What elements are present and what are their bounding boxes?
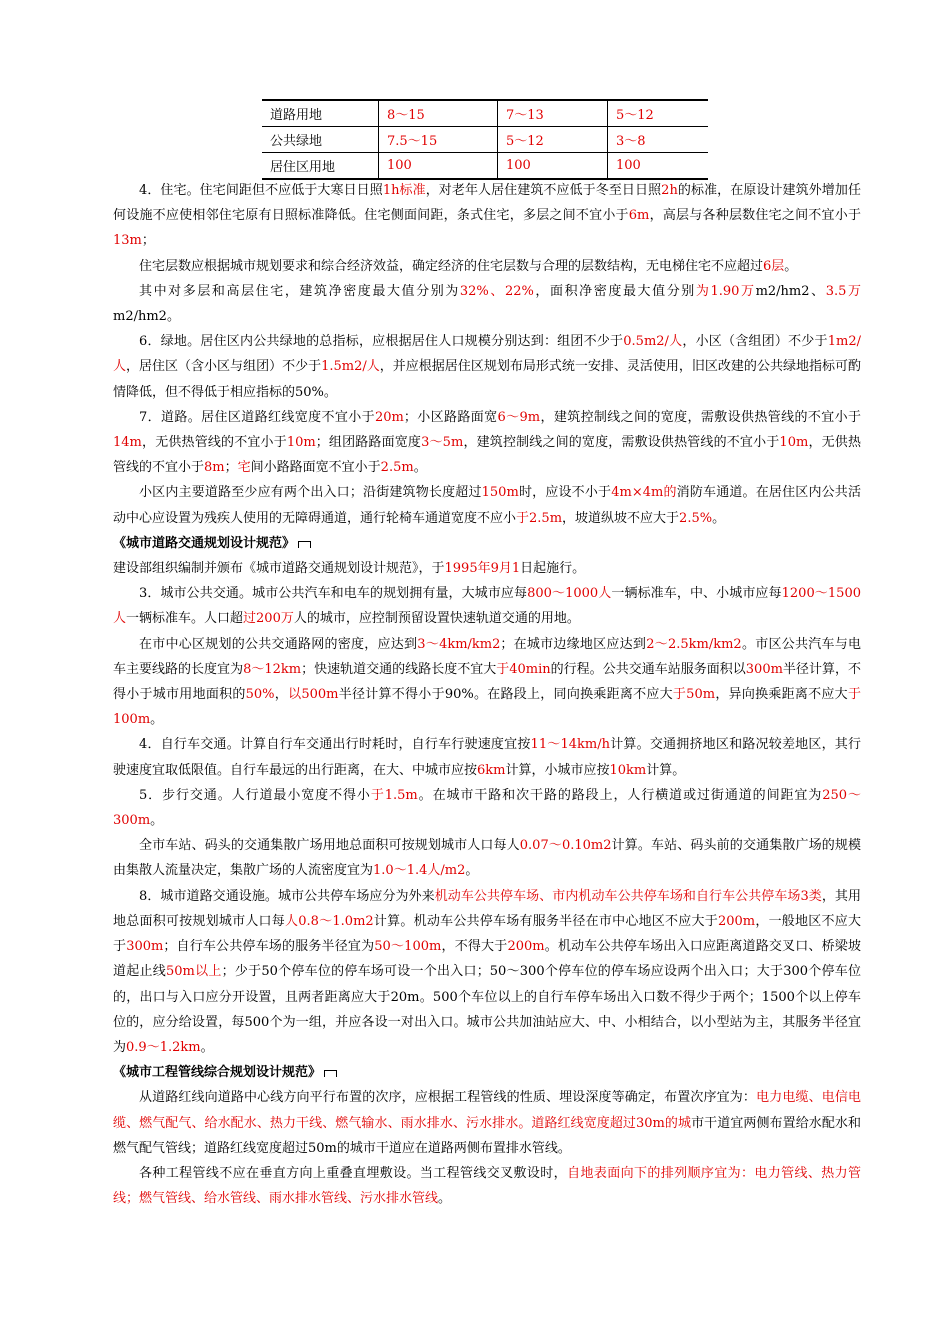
body-text: 计算。 [646, 762, 686, 778]
body-text: ；自行车公共停车场的服务半径宜为 [163, 939, 375, 955]
table-cell: 7～13 [498, 100, 608, 127]
body-text: 。 [712, 510, 726, 526]
body-text: ，建筑控制线之间的宽度，需敷设供热管线的不宜小于 [463, 435, 780, 451]
highlighted-text: 10km [609, 762, 647, 778]
body-text: m2/hm2。 [113, 309, 180, 325]
body-text: 从道路红线向道路中心线方向平行布置的次序，应根据工程管线的性质、埋设深度等确定，布置次序宜为： [139, 1090, 757, 1106]
highlighted-text: 1200～1500人 [113, 586, 861, 627]
highlighted-text: 2～2.5km/km2 [646, 636, 742, 652]
body-text: 的行程。公共交通车站服务面积以 [550, 661, 746, 677]
body-text: 。在城市干路和次干路的路段上，人行横道或过街通道的间距宜为 [417, 787, 823, 803]
highlighted-text: 50m以上 [165, 964, 222, 980]
highlighted-text: 4m×4m的 [611, 485, 677, 501]
table-cell: 3～8 [608, 127, 709, 153]
paragraph [113, 405, 861, 481]
highlighted-text: 1h标准 [382, 183, 426, 198]
highlighted-text: 以500m [288, 687, 339, 703]
highlighted-text: 300m [745, 661, 783, 677]
body-text: 。机动车公共停车场出入口应距离道路交叉口、桥梁坡道起止线 [113, 939, 861, 980]
highlighted-text: 250～300m [113, 787, 861, 829]
highlighted-text: 宅 [237, 460, 251, 476]
highlighted-text: 于50m [672, 687, 716, 703]
body-text: 4．自行车交通。计算自行车交通出行时耗时，自行车行驶速度宜按 [139, 737, 531, 753]
paragraph [113, 556, 861, 581]
heading-text: 《城市工程管线综合规划设计规范》 [113, 1065, 322, 1081]
highlighted-text: 1m2/人 [113, 334, 861, 375]
document-body [113, 178, 861, 1211]
table-cell: 5～12 [608, 100, 709, 127]
highlighted-text: 于40min [496, 661, 551, 677]
table-cell: 100 [608, 153, 709, 180]
body-text: ，一般地区不应大于 [113, 913, 861, 955]
body-text: ， [274, 687, 289, 703]
body-text: ，并应根据居住区规划布局形式统一安排、灵活使用，旧区改建的公共绿地指标可酌情降低，但不得低于相应指标的50%。 [113, 359, 861, 400]
table-row [262, 100, 708, 127]
body-text: 计算，小城市应按 [505, 762, 610, 778]
paragraph [113, 1161, 861, 1211]
highlighted-text: 6km [477, 762, 506, 778]
body-text: 一辆标准车。人口超 [126, 611, 244, 627]
paragraph [113, 632, 861, 733]
body-text: ；在城市边缘地区应达到 [500, 636, 647, 652]
paragraph [113, 783, 861, 833]
body-text: ，对老年人居住建筑不应低于冬至日日照 [425, 183, 662, 198]
paragraph [113, 254, 861, 279]
highlighted-text: 14m [113, 435, 142, 451]
paragraph [113, 279, 861, 329]
body-text: 住宅层数应根据城市规划要求和综合经济效益，确定经济的住宅层数与合理的层数结构，无电梯住宅不应超过 [139, 258, 764, 274]
paragraph [113, 329, 861, 405]
highlighted-text: 150m [481, 485, 519, 501]
highlighted-text: 8m [204, 460, 225, 476]
table-row [262, 127, 708, 153]
highlighted-text: 1.5m2/人 [321, 359, 380, 375]
highlighted-text: 200m [717, 913, 756, 929]
row-label: 居住区用地 [262, 153, 379, 180]
body-text: 日起施行。 [520, 561, 586, 577]
body-text: ；组团路路面宽度 [315, 435, 422, 451]
body-text: 计算。交通拥挤地区和路况较差地区，其行驶速度宜取低限值。自行车最远的出行距离，在大、中城市应按 [113, 737, 861, 778]
body-text: 。 [438, 1191, 452, 1207]
body-text: 半径计算不得小于90%。在路段上，同向换乘距离不应大 [338, 687, 673, 703]
highlighted-text: 人0.8～1.0m2 [285, 913, 374, 929]
highlighted-text: 32%、22% [459, 283, 534, 299]
body-text: ，小区（含组团）不少于 [682, 334, 828, 350]
highlighted-text: 1995年9月1 [444, 561, 521, 577]
paragraph [113, 732, 861, 782]
body-text: 。 [150, 813, 164, 829]
highlighted-text: 3.5万 [825, 283, 861, 299]
table-row [262, 153, 708, 180]
highlighted-text: 10m [286, 435, 316, 451]
body-text: ，无供热管线的不宜小于 [141, 435, 287, 451]
body-text: 8．城市道路交通设施。城市公共停车场应分为外来 [139, 888, 435, 904]
body-text: ，居住区（含小区与组团）不少于 [126, 359, 322, 375]
land-use-table [262, 99, 708, 180]
heading-text: 《城市道路交通规划设计规范》 [113, 535, 296, 551]
paragraph [113, 884, 861, 1060]
body-text: m2/hm2、 [755, 283, 826, 299]
highlighted-text: 0.07～0.10m2 [519, 838, 612, 854]
highlighted-text: 为1.90万 [695, 283, 756, 299]
highlighted-text: 13m [113, 233, 142, 249]
body-text: ，面积净密度最大值分别 [533, 283, 696, 299]
body-text: 各种工程管线不应在垂直方向上重叠直埋敷设。当工程管线交叉敷设时， [139, 1165, 568, 1181]
highlighted-text: 800～1000人 [527, 586, 612, 602]
section-heading [113, 1060, 861, 1085]
body-text: 6．绿地。居住区内公共绿地的总指标，应根据居住人口规模分别达到：组团不少于 [139, 334, 624, 350]
highlighted-text: 电力电缆、电信电缆、燃气配气、给水配水、热力干线、燃气输水、雨水排水、污水排水。道路红线宽度超过30m的城 [113, 1090, 861, 1131]
paragraph [113, 480, 861, 530]
body-text: 。 [413, 460, 427, 476]
body-text: 消防车通道。在居住区内公共活动中心应设置为残疾人使用的无障碍通道，通行轮椅车通道宽度不应小 [113, 485, 861, 526]
row-label: 道路用地 [262, 100, 379, 127]
highlighted-text: 200m [507, 939, 545, 955]
highlighted-text: 0.5m2/人 [623, 334, 683, 350]
highlighted-text: 50～100m [374, 939, 442, 955]
body-text: 。 [465, 863, 479, 879]
highlighted-text: 于1.5m [370, 787, 418, 803]
highlighted-text: 于2.5m [516, 510, 563, 526]
body-text: 时，应设不小于 [518, 485, 612, 501]
highlighted-text: 11～14km/h [530, 737, 611, 753]
body-text: 间小路路面宽不宜小于 [250, 460, 381, 476]
highlighted-text: 6m [628, 208, 650, 224]
table-cell: 7.5～15 [379, 127, 498, 153]
highlighted-text: 过200万 [243, 611, 294, 627]
body-text: ；小区路路面宽 [403, 409, 498, 425]
row-label: 公共绿地 [262, 127, 379, 153]
table-cell: 100 [498, 153, 608, 180]
highlighted-text: 6～9m [497, 409, 541, 425]
table-cell: 5～12 [498, 127, 608, 153]
body-text: 其中对多层和高层住宅，建筑净密度最大值分别为 [139, 283, 460, 299]
highlighted-text: 20m [374, 409, 404, 425]
paragraph [113, 1085, 861, 1161]
body-text: ，无供热管线的不宜小于 [113, 435, 861, 476]
table-cell: 100 [379, 153, 498, 180]
highlighted-text: 0.9～1.2km [126, 1039, 201, 1055]
body-text: ； [141, 233, 155, 249]
highlighted-text: 于100m [113, 687, 861, 728]
highlighted-text: 3～5m [421, 435, 464, 451]
body-text: ，建筑控制线之间的宽度，需敷设供热管线的不宜小于 [540, 409, 861, 425]
section-heading [113, 531, 861, 556]
highlighted-text: 机动车公共停车场、市内机动车公共停车场和自行车公共停车场3类 [434, 888, 822, 904]
body-text: ；快速轨道交通的线路长度不宜大 [301, 661, 497, 677]
body-text: 建设部组织编制并颁布《城市道路交通规划设计规范》，于 [113, 561, 445, 577]
body-text: 计算。机动车公共停车场有服务半径在市中心地区不应大于 [373, 913, 718, 929]
paragraph [113, 178, 861, 254]
body-text: 。 [150, 712, 164, 728]
highlighted-text: 10m [779, 435, 809, 451]
paragraph [113, 833, 861, 883]
body-text: 。 [200, 1039, 214, 1055]
body-text: 。 [784, 258, 798, 274]
highlighted-text: 8～12km [243, 661, 302, 677]
body-text: 4．住宅。住宅间距但不应低于大寒日日照 [139, 183, 383, 198]
table-cell: 8～15 [379, 100, 498, 127]
body-text: 小区内主要道路至少应有两个出入口；沿街建筑物长度超过 [139, 485, 482, 501]
body-text: ，其用地总面积可按规划城市人口每 [113, 888, 861, 929]
body-text: 5．步行交通。人行道最小宽度不得小 [139, 787, 371, 803]
highlighted-text: 300m [126, 939, 164, 955]
highlighted-text: 2.5% [679, 510, 713, 526]
body-text: ，不得大于 [441, 939, 508, 955]
body-text: ；少于50个停车位的停车场可设一个出入口；50～300个停车位的停车场应设两个出入口；大于300个停车位的，出口与入口应分开设置，且两者距离应大于20m。500个车位以上的自行车停车场出入口数不得少于两个；1500个以上停车位的，应分给设置，每500个为一组，并应各设一对出入口。城市公共加油站应大、中、小相结合，以小型站为主，其服务半径宜为 [113, 964, 861, 1055]
highlighted-text: 2h [661, 183, 678, 198]
body-text: 市干道宜两侧布置给水配水和燃气配气管线；道路红线宽度超过50m的城市干道应在道路两侧布置排水管线。 [113, 1115, 861, 1156]
body-text: 的标准，在原设计建筑外增加任何设施不应使相邻住宅原有日照标准降低。住宅侧面间距，条式住宅，多层之间不宜小于 [113, 183, 861, 224]
body-text: 一辆标准车，中、小城市应每 [611, 586, 782, 602]
bracket-mark-icon [324, 1070, 337, 1077]
body-text: 。市区公共汽车与电车主要线路的长度宜为 [113, 636, 861, 677]
paragraph [113, 581, 861, 631]
highlighted-text: 1.0～1.4人/m2 [373, 863, 466, 879]
body-text: 计算。车站、码头前的交通集散广场的规模由集散人流量决定，集散广场的人流密度宜为 [113, 838, 861, 879]
bracket-mark-icon [298, 541, 311, 548]
highlighted-text: 50% [245, 687, 275, 703]
body-text: 7．道路。居住区道路红线宽度不宜小于 [139, 409, 375, 425]
body-text: ； [224, 460, 238, 476]
body-text: 人的城市，应控制预留设置快速轨道交通的用地。 [293, 611, 580, 627]
highlighted-text: 2.5m [380, 460, 414, 476]
body-text: ，坡道纵坡不应大于 [562, 510, 680, 526]
body-text: 3．城市公共交通。城市公共汽车和电车的规划拥有量，大城市应每 [139, 586, 528, 602]
highlighted-text: 3～4km/km2 [417, 636, 501, 652]
body-text: 半径计算，不得小于城市用地面积的 [113, 661, 861, 703]
highlighted-text: 6层 [763, 258, 785, 274]
body-text: ，异向换乘距离不应大 [715, 687, 848, 703]
body-text: ，高层与各种层数住宅之间不宜小于 [649, 208, 861, 224]
body-text: 在市中心区规划的公共交通路网的密度，应达到 [139, 636, 418, 652]
highlighted-text: 自地表面向下的排列顺序宜为：电力管线、热力管线；燃气管线、给水管线、雨水排水管线、污水排水管线 [113, 1165, 861, 1207]
body-text: 全市车站、码头的交通集散广场用地总面积可按规划城市人口每人 [139, 838, 520, 854]
